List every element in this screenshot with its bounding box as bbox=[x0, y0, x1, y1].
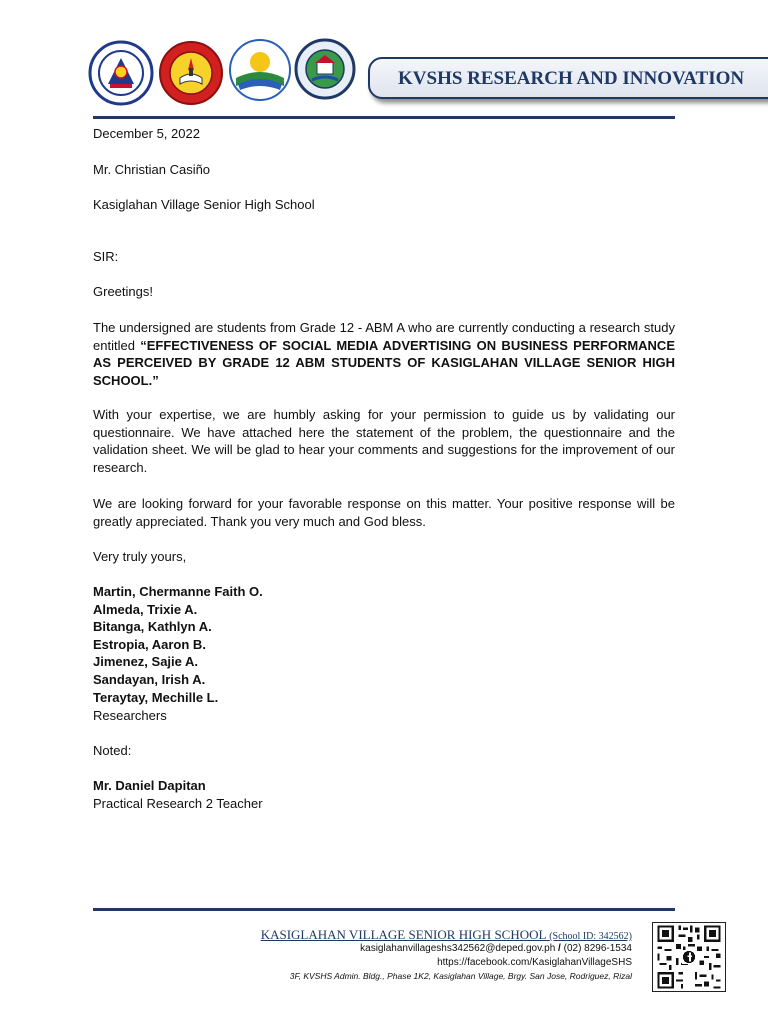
header-title: KVSHS RESEARCH AND INNOVATION bbox=[398, 68, 745, 89]
footer-school-name bbox=[261, 927, 632, 943]
noted-label: Noted: bbox=[93, 743, 132, 758]
footer-divider bbox=[93, 908, 675, 911]
header-divider bbox=[93, 116, 675, 119]
salutation: SIR: bbox=[93, 249, 119, 264]
school-seal-icon bbox=[158, 40, 224, 106]
research-title: “EFFECTIVENESS OF SOCIAL MEDIA ADVERTISING ON BUSINESS PERFORMANCE AS PERCEIVED BY GRADE 12 ABM STUDENTS OF KASIGLAHAN VILLAGE SENIOR HIGH SCHOOL.” bbox=[93, 337, 675, 388]
footer-contact bbox=[360, 943, 632, 954]
kvshs-seal-icon bbox=[294, 38, 356, 100]
researcher-name: Almeda, Trixie A. bbox=[93, 602, 198, 617]
researcher-name: Bitanga, Kathlyn A. bbox=[93, 619, 212, 634]
footer-email[interactable]: kasiglahanvillageshs342562@deped.gov.ph bbox=[360, 943, 556, 954]
closing: Very truly yours, bbox=[93, 549, 187, 564]
footer-address: 3F, KVSHS Admin. Bldg., Phase 1K2, Kasiglahan Village, Brgy. San Jose, Rodriguez, Rizal bbox=[289, 971, 632, 981]
deped-seal-icon bbox=[88, 40, 154, 106]
rizal-seal-icon bbox=[228, 38, 292, 102]
researcher-name: Teraytay, Mechille L. bbox=[93, 690, 219, 705]
footer-school-title: KASIGLAHAN VILLAGE SENIOR HIGH SCHOOL bbox=[260, 927, 546, 942]
teacher-title: Practical Research 2 Teacher bbox=[93, 796, 263, 811]
researchers-label: Researchers bbox=[93, 708, 167, 723]
footer-school-id: (School ID: 342562) bbox=[549, 931, 632, 942]
recipient-name: Mr. Christian Casiño bbox=[93, 162, 211, 177]
footer-phone: (02) 8296-1534 bbox=[563, 943, 632, 954]
greeting: Greetings! bbox=[93, 284, 153, 299]
letter-date: December 5, 2022 bbox=[93, 126, 200, 141]
footer-facebook[interactable]: https://facebook.com/KasiglahanVillageSHS bbox=[437, 957, 632, 968]
paragraph-request: With your expertise, we are humbly asking for your permission to guide us by validating our questionnaire. We have attached here the statement of the problem, the questionnaire and the validation sheet. We will be glad to hear your comments and suggestions for the improvement of our research. bbox=[93, 407, 675, 475]
recipient-school: Kasiglahan Village Senior High School bbox=[93, 197, 315, 212]
paragraph-intro bbox=[93, 319, 675, 389]
paragraph-closing: We are looking forward for your favorable response on this matter. Your positive response will be greatly appreciated. Thank you very much and God bless. bbox=[93, 496, 675, 529]
researcher-name: Sandayan, Irish A. bbox=[93, 672, 206, 687]
header-banner bbox=[368, 57, 768, 99]
researcher-name: Estropia, Aaron B. bbox=[93, 637, 206, 652]
researcher-name: Jimenez, Sajie A. bbox=[93, 654, 199, 669]
qr-code-icon bbox=[652, 922, 726, 992]
footer-separator: / bbox=[558, 943, 561, 954]
teacher-name: Mr. Daniel Dapitan bbox=[93, 778, 206, 793]
paragraph-intro-text: The undersigned are students from Grade 12 - ABM A who are currently conducting a research study entitled bbox=[93, 320, 675, 353]
researcher-name: Martin, Chermanne Faith O. bbox=[93, 584, 263, 599]
